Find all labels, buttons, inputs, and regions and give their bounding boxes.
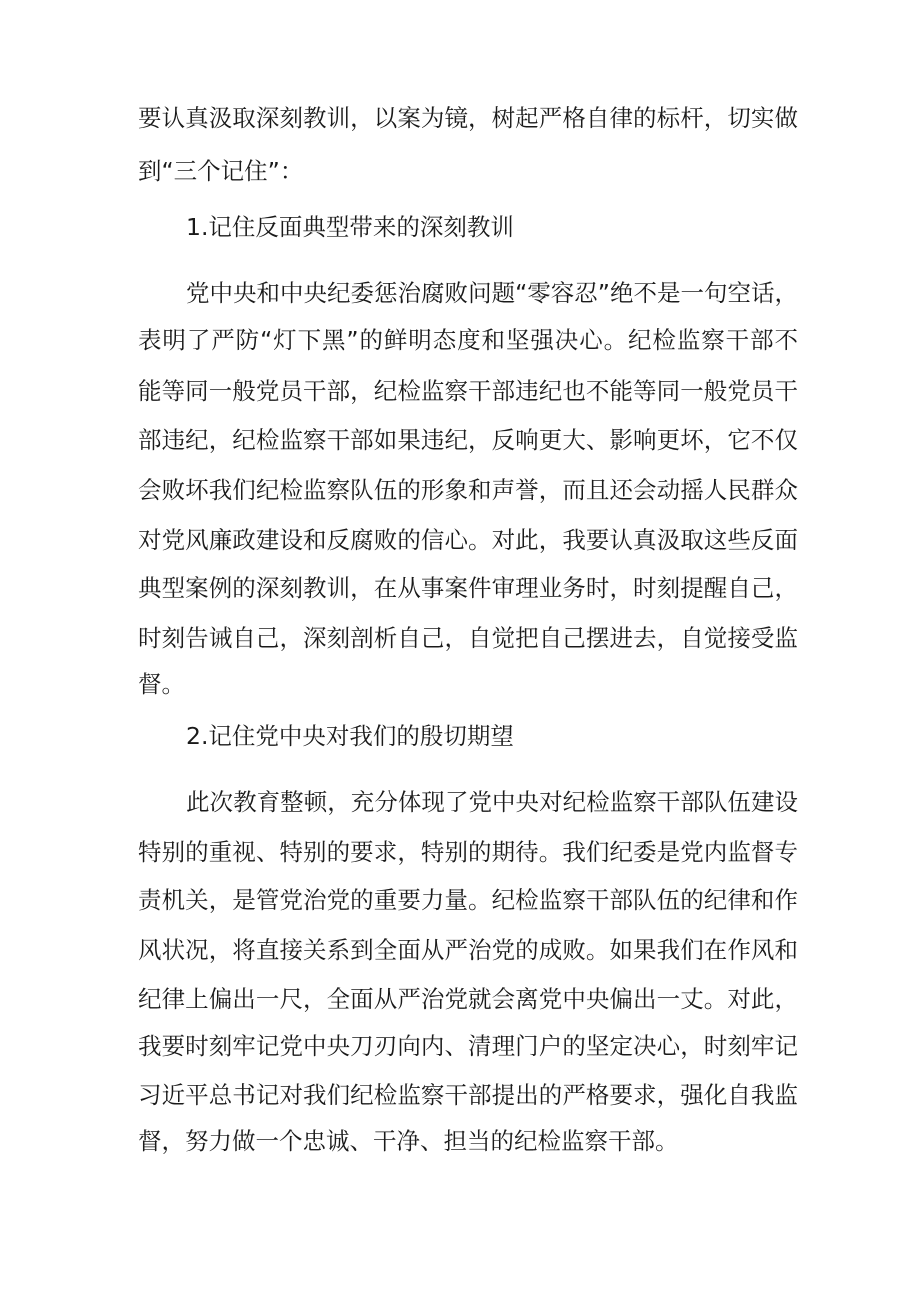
section-2-line-2: 特别的重视、特别的要求，特别的期待。我们纪委是党内监督专 [138, 838, 798, 866]
section-1-line-2: 表明了严防“灯下黑”的鲜明态度和坚强决心。纪检监察干部不 [138, 326, 798, 354]
section-1-line-6: 对党风廉政建设和反腐败的信心。对此，我要认真汲取这些反面 [138, 526, 798, 554]
section-1-line-3: 能等同一般党员干部，纪检监察干部违纪也不能等同一般党员干 [138, 377, 798, 405]
section-1-heading: 1.记住反面典型带来的深刻教训 [186, 213, 514, 241]
section-2-line-7: 习近平总书记对我们纪检监察干部提出的严格要求，强化自我监 [138, 1081, 798, 1109]
section-2-line-5: 纪律上偏出一尺，全面从严治党就会离党中央偏出一丈。对此， [138, 985, 798, 1013]
section-1-line-4: 部违纪，纪检监察干部如果违纪，反响更大、影响更坏，它不仅 [138, 426, 798, 454]
section-1-line-7: 典型案例的深刻教训，在从事案件审理业务时，时刻提醒自己， [138, 574, 798, 602]
section-2-line-8: 督，努力做一个忠诚、干净、担当的纪检监察干部。 [138, 1127, 679, 1155]
section-1-line-9: 督。 [138, 670, 185, 698]
section-1-line-1: 党中央和中央纪委惩治腐败问题“零容忍”绝不是一句空话， [186, 279, 798, 307]
intro-line-1: 要认真汲取深刻教训，以案为镜，树起严格自律的标杆，切实做 [138, 104, 798, 132]
section-1-line-5: 会败坏我们纪检监察队伍的形象和声誉，而且还会动摇人民群众 [138, 476, 798, 504]
intro-line-2: 到“三个记住”： [138, 157, 304, 185]
section-2-line-1: 此次教育整顿，充分体现了党中央对纪检监察干部队伍建设 [186, 788, 798, 816]
section-2-line-4: 风状况，将直接关系到全面从严治党的成败。如果我们在作风和 [138, 936, 798, 964]
section-2-line-6: 我要时刻牢记党中央刀刃向内、清理门户的坚定决心，时刻牢记 [138, 1032, 798, 1060]
section-1-line-8: 时刻告诫自己，深刻剖析自己，自觉把自己摆进去，自觉接受监 [138, 624, 798, 652]
section-2-heading: 2.记住党中央对我们的殷切期望 [186, 722, 514, 750]
section-2-line-3: 责机关，是管党治党的重要力量。纪检监察干部队伍的纪律和作 [138, 886, 798, 914]
